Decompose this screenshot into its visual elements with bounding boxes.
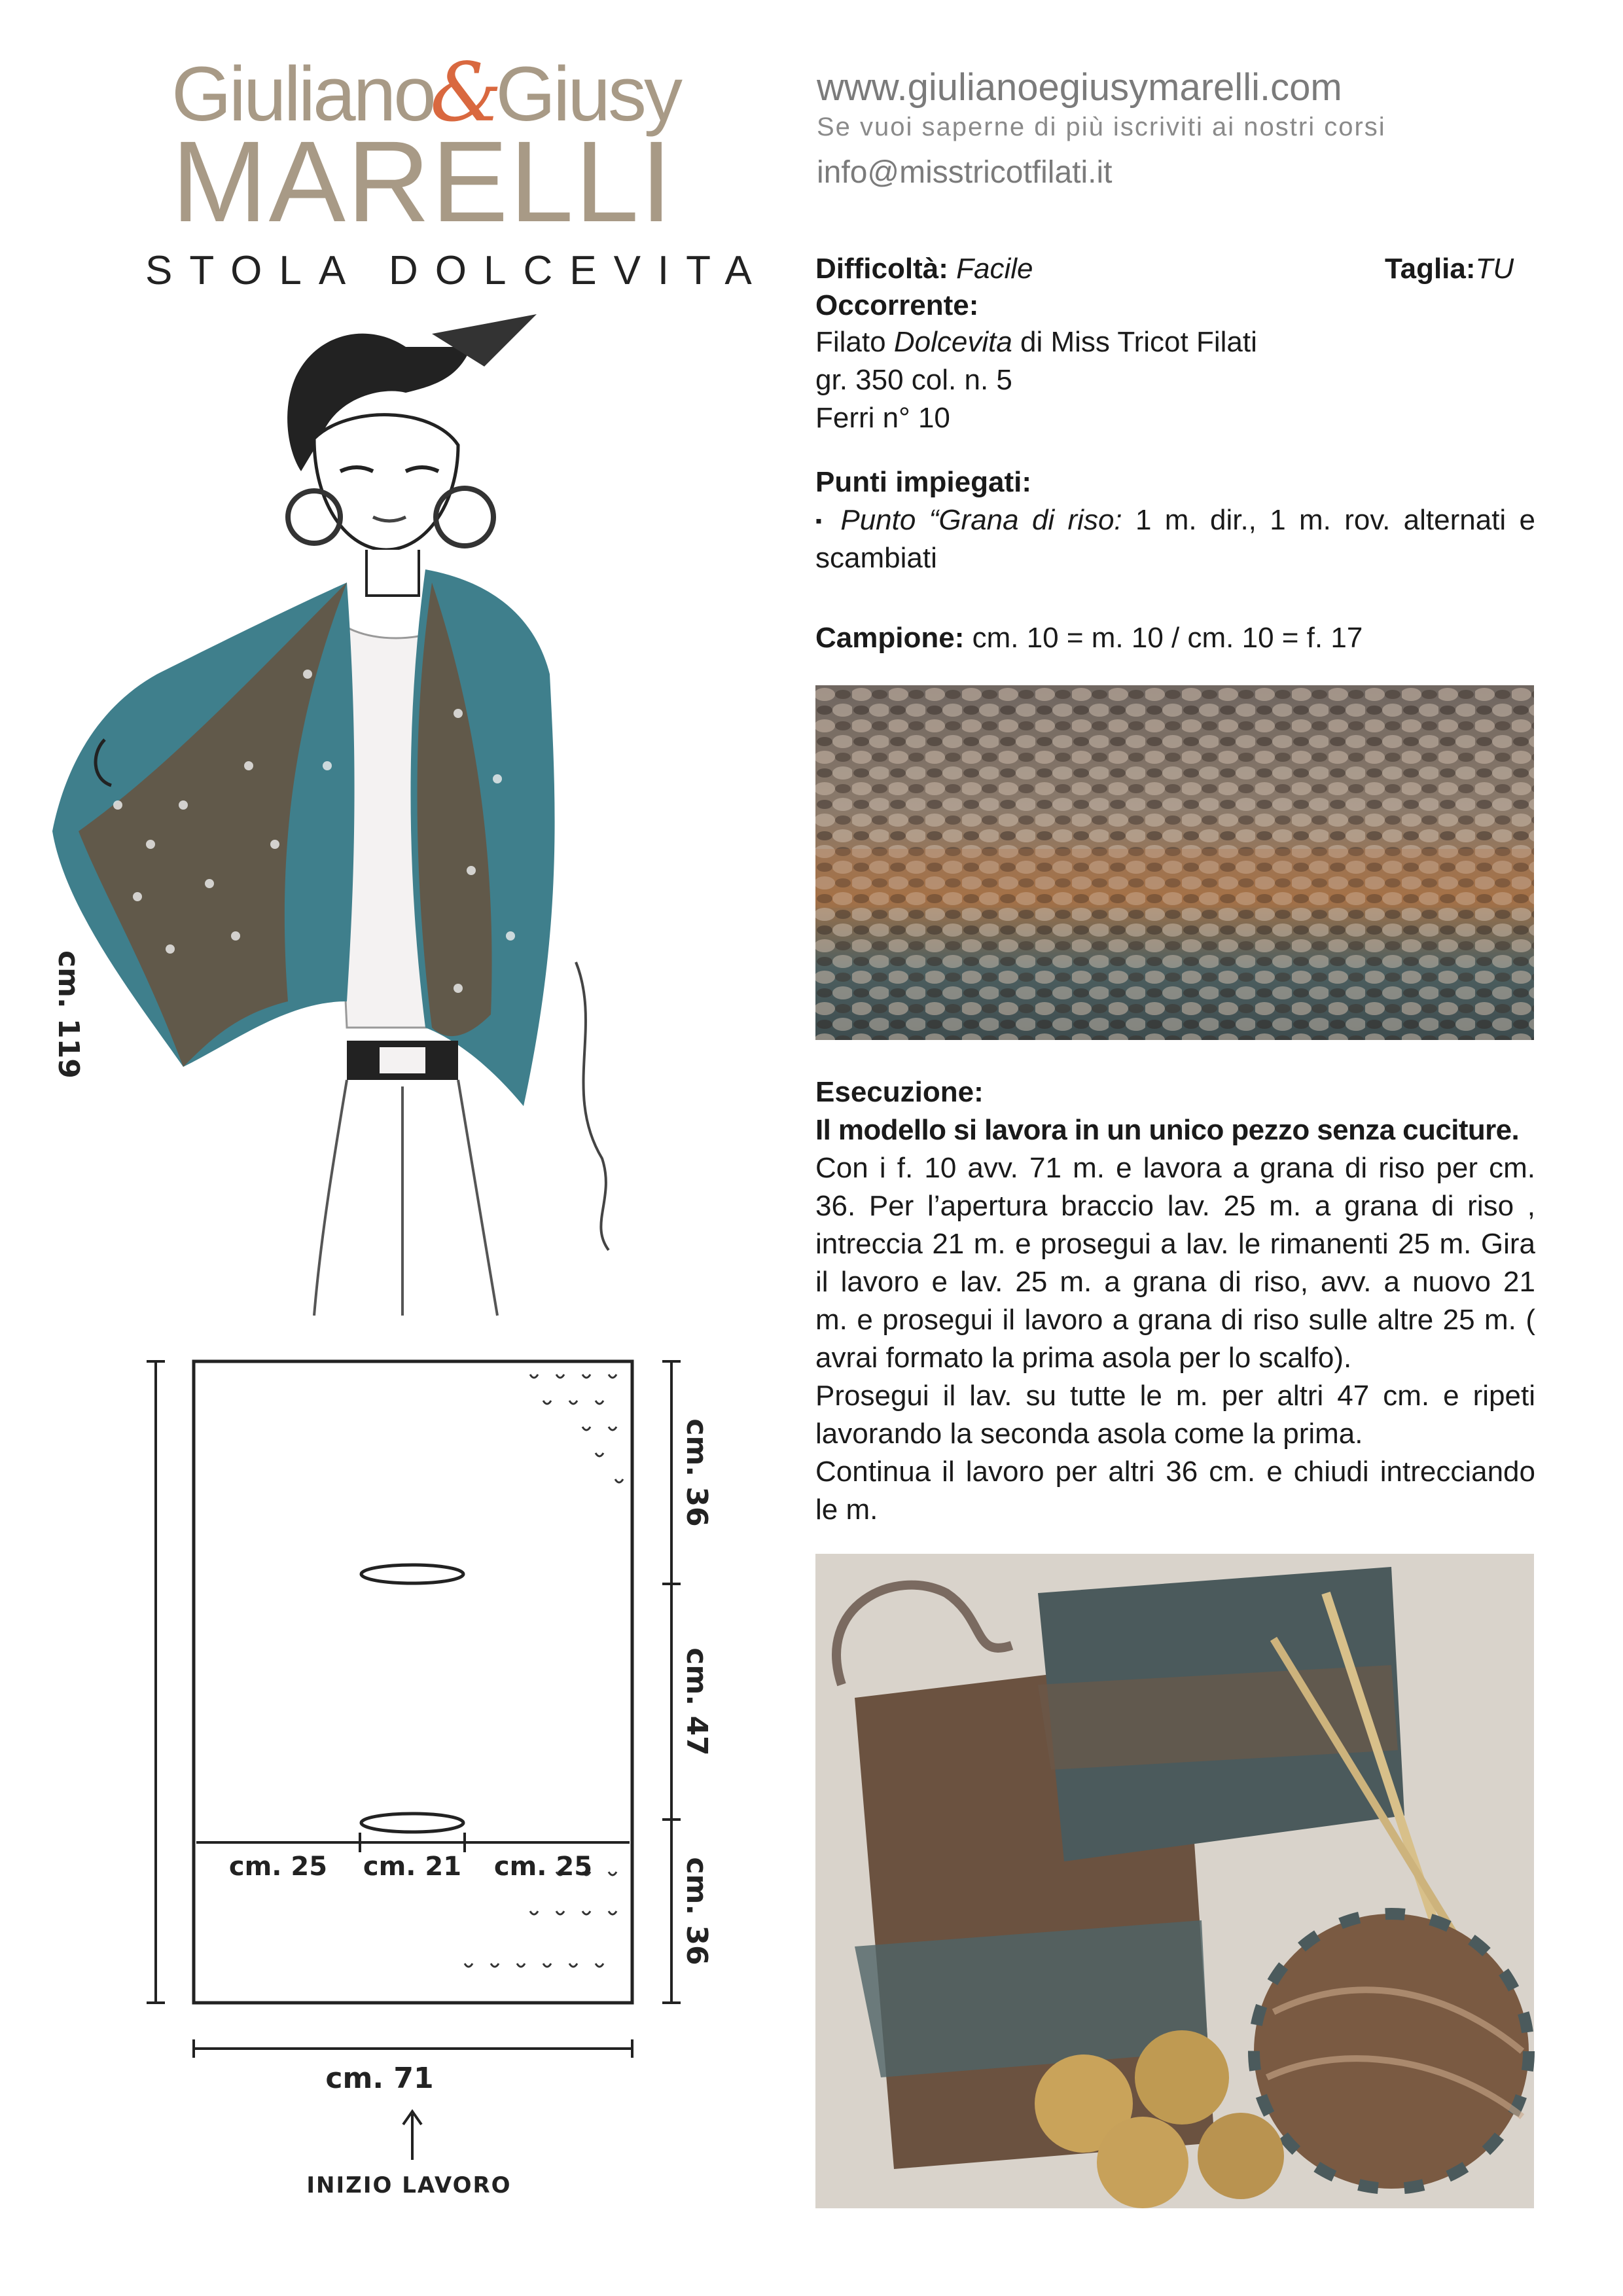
bullet: ▪: [815, 511, 828, 531]
stitches-label: Punti impiegati:: [815, 466, 1031, 498]
size-value: TU: [1475, 253, 1514, 285]
armhole-top: [361, 1565, 463, 1583]
instruction-line: le m.: [815, 1494, 878, 1526]
difficulty-value: Facile: [956, 253, 1033, 285]
gauge: [815, 619, 1363, 657]
yarn-suffix: di Miss Tricot Filati: [1020, 326, 1257, 358]
materials-label: Occorrente:: [815, 289, 979, 321]
instruction-line: lavorando la seconda asola come la prima.: [815, 1418, 1363, 1450]
knit-swatch-photo: [815, 685, 1534, 1040]
instruction-line: intreccia 21 m. e prosegui a lav. le rimanenti 25 m. Gira: [815, 1228, 1535, 1260]
yarn-prefix: Filato: [815, 326, 886, 358]
instructions-subtitle: Il modello si lavora in un unico pezzo senza cuciture.: [815, 1114, 1520, 1146]
segment-top-label: cm. 36: [680, 1418, 713, 1527]
tagline: Se vuoi saperne di più iscriviti ai nostri corsi: [817, 113, 1386, 141]
yarn-line: [815, 323, 1257, 361]
knitting-schematic-diagram: [52, 950, 726, 2212]
yarn-quantity: gr. 350 col. n. 5: [815, 364, 1012, 396]
instruction-line: Prosegui il lav. su tutte le m. per altri 47 cm. e ripeti: [815, 1380, 1535, 1412]
armhole-bottom: [361, 1814, 463, 1832]
difficulty-label: Difficoltà:: [815, 253, 948, 285]
difficulty: [815, 250, 1033, 288]
width-right-label: cm. 25: [493, 1852, 593, 1882]
size-label: Taglia:: [1385, 253, 1476, 285]
total-width-label: cm. 71: [325, 2062, 434, 2095]
segment-middle-label: cm. 47: [680, 1647, 713, 1756]
gauge-label: Campione:: [815, 622, 965, 654]
logo-ampersand: &: [429, 46, 500, 140]
stitch-desc-1: 1 m. dir., 1 m. rov. alternati e: [1135, 504, 1535, 536]
yarn-and-knitting-photo: [815, 1554, 1534, 2208]
logo-second-name: Giusy: [495, 51, 680, 137]
project-title: STOLA DOLCEVITA: [145, 248, 769, 293]
instruction-line: Continua il lavoro per altri 36 cm. e chiudi intrecciando: [815, 1456, 1535, 1488]
stitch-name: Punto “Grana di riso:: [840, 504, 1122, 536]
instructions-label: Esecuzione:: [815, 1076, 984, 1108]
stitch-desc-2: scambiati: [815, 542, 937, 574]
instruction-line: il lavoro e lav. 25 m. a grana di riso, avv. a nuovo 21: [815, 1266, 1535, 1298]
gauge-value: cm. 10 = m. 10 / cm. 10 = f. 17: [972, 622, 1363, 654]
fashion-sketch-illustration: [39, 308, 654, 1329]
instruction-line: 36. Per l’apertura braccio lav. 25 m. a grana di riso ,: [815, 1190, 1535, 1222]
size: [1385, 250, 1514, 288]
width-left-label: cm. 25: [228, 1852, 328, 1882]
schematic-outline: [194, 1361, 632, 2003]
instruction-line: m. e prosegui il lavoro a grana di riso sulle altre 25 m. (: [815, 1304, 1535, 1336]
stitch-line-1: [815, 501, 1535, 540]
email-link[interactable]: info@misstricotfilati.it: [817, 155, 1113, 190]
total-height-label: cm. 119: [52, 950, 85, 1079]
yarn-name: Dolcevita: [893, 326, 1012, 358]
instruction-line: avrai formato la prima asola per lo scalfo).: [815, 1342, 1352, 1374]
logo-first-name: Giuliano: [171, 51, 434, 137]
logo-surname: MARELLI: [171, 118, 674, 246]
instruction-line: Con i f. 10 avv. 71 m. e lavora a grana di riso per cm.: [815, 1152, 1535, 1184]
website-link[interactable]: www.giulianoegiusymarelli.com: [817, 66, 1342, 109]
start-work-label: INIZIO LAVORO: [306, 2172, 512, 2198]
segment-bottom-label: cm. 36: [680, 1857, 713, 1965]
needles: Ferri n° 10: [815, 402, 950, 434]
width-center-label: cm. 21: [363, 1852, 462, 1882]
